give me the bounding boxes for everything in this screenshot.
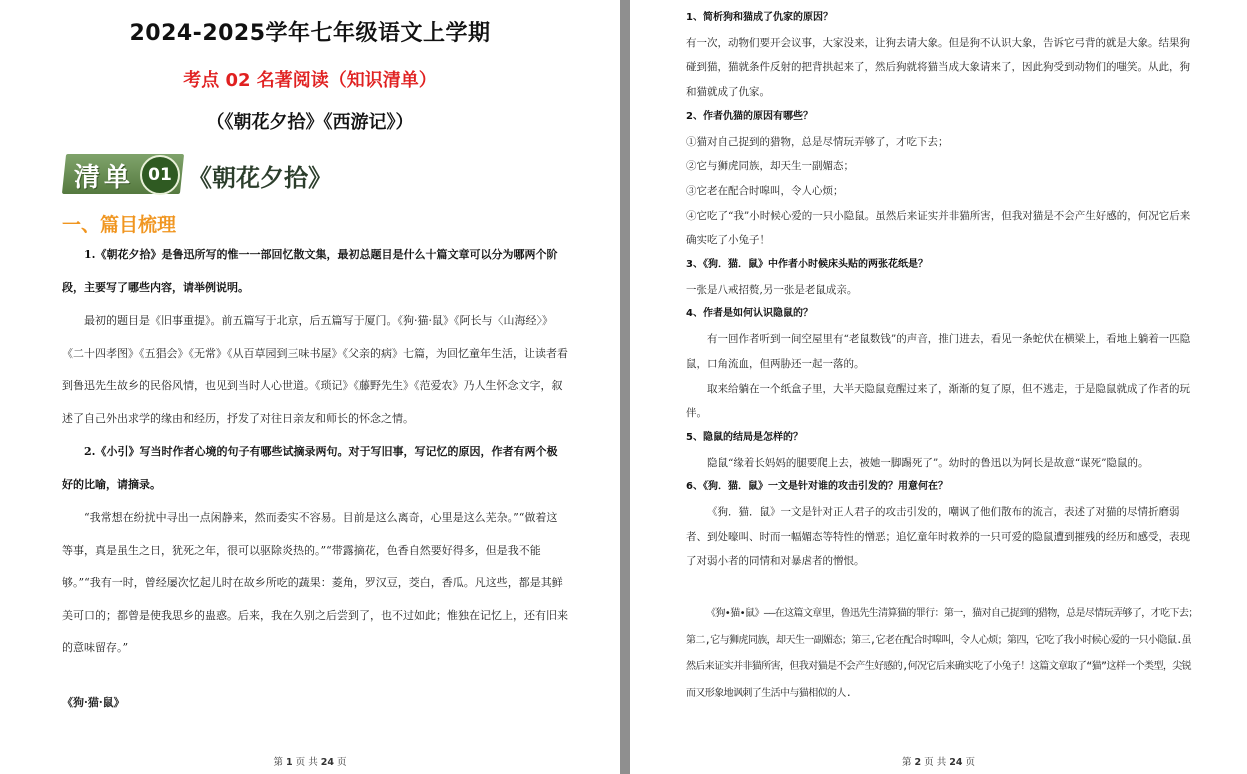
footer-middle: 页 共 xyxy=(295,757,318,768)
banner-number-badge: 01 xyxy=(140,155,180,195)
banner-title: 《朝花夕拾》 xyxy=(188,163,332,192)
summary-paragraph: 《狗•猫•鼠》——在这篇文章里，鲁迅先生清算猫的罪行：第一，猫对自己捉到的猎物，总是尽情玩弄够了，才吃下去；第二,它与狮虎同族，却天生一副媚态；第三,它老在配合时嗥叫，令人心烦；第四，它吃了我小时候心爱的一只小隐鼠.虽然后来证实并非猫所害，但我对猫是不会产生好感的,何况它后来确实吃了小兔子！这篇文章取了“猫”这样一个类型，尖锐而又形象地讽刺了生活中与猫相似的人. xyxy=(686,608,1198,699)
question-1: 1.《朝花夕拾》是鲁迅所写的惟一一部回忆散文集，最初总题目是什么十篇文章可以分为哪两个阶段，主要写了哪些内容，请举例说明。 xyxy=(62,248,558,294)
document-page-2 xyxy=(630,0,1247,774)
section-heading: 一、篇目梳理 xyxy=(62,214,177,236)
document-book-list: （《朝花夕拾》《西游记》） xyxy=(206,112,414,133)
answer-p2-6: 《狗．猫．鼠》一文是针对正人君子的攻击引发的，嘲讽了他们散布的流言，表述了对猫的尽情折磨弱者、到处嚎叫、时而一幅媚态等特性的憎恶；追忆童年时救养的一只可爱的隐鼠遭到摧残的经历和感受，表现了对弱小者的同情和对暴虐者的憎恨。 xyxy=(686,506,1190,568)
answer-p2-2-item: ②它与狮虎同族，却天生一副媚态； xyxy=(686,160,854,173)
question-p2-5: 5、隐鼠的结局是怎样的？ xyxy=(686,431,803,443)
answer-p2-5: 隐鼠“缘着长妈妈的腿要爬上去，被她一脚踢死了”。幼时的鲁迅以为阿长是故意“谋死”隐鼠的。 xyxy=(707,456,1149,469)
document-subtitle: 考点 02 名著阅读（知识清单） xyxy=(183,70,437,91)
question-p2-2: 2、作者仇猫的原因有哪些？ xyxy=(686,110,813,122)
subsection-label: 《狗·猫·鼠》 xyxy=(62,696,125,709)
footer-suffix: 页 xyxy=(965,757,976,768)
footer-suffix: 页 xyxy=(337,757,347,768)
answer-p2-2-item: ③它老在配合时嗥叫，令人心烦； xyxy=(686,184,844,197)
answer-1: 最初的题目是《旧事重提》。前五篇写于北京，后五篇写于厦门。《狗·猫·鼠》《阿长与〈山海经〉》《二十四孝图》《五猖会》《无常》《从百草园到三味书屋》《父亲的病》七篇，为回忆童年生活，让读者看到鲁迅先生故乡的民俗风情，也见到当时人心世道。《琐记》《藤野先生》《范爱农》乃人生怀念文字，叙述了自己外出求学的缘由和经历，抒发了对往日亲友和师长的怀念之情。 xyxy=(62,314,568,425)
question-p2-3: 3、《狗．猫．鼠》中作者小时候床头贴的两张花纸是？ xyxy=(686,259,928,271)
page-2-content xyxy=(686,6,1198,574)
answer-p2-2-item: ④它吃了“我”小时候心爱的一只小隐鼠。虽然后来证实并非猫所害，但我对猫是不会产生好感的，何况它后来确实吃了小兔子！ xyxy=(686,209,1191,247)
page-footer xyxy=(630,754,1247,768)
footer-total-pages: 24 xyxy=(320,757,334,768)
section-banner xyxy=(64,152,332,194)
document-title: 2024-2025学年七年级语文上学期 xyxy=(129,21,491,46)
question-2: 2.《小引》写当时作者心境的句子有哪些试摘录两句。对于写旧事，写记忆的原因，作者有两个极好的比喻，请摘录。 xyxy=(62,445,558,491)
banner-label: 清单 xyxy=(74,163,135,193)
answer-p2-2-item: ①猫对自己捉到的猎物，总是尽情玩弄够了，才吃下去； xyxy=(686,135,949,148)
answer-p2-4a: 有一回作者听到一间空屋里有“老鼠数钱”的声音，推门进去，看见一条蛇伏在横梁上，看地上躺着一匹隐鼠，口角流血，但两胁还一起一落的。 xyxy=(686,333,1191,370)
answer-p2-1: 有一次，动物们要开会议事，大家没来，让狗去请大象。但是狗不认识大象，告诉它弓背的就是大象。结果狗碰到猫，猫就条件反射的把背拱起来了，然后狗就将猫当成大象请来了，因此狗受到动物们的嗤笑。从此，狗和猫就成了仇家。 xyxy=(686,36,1190,99)
footer-middle: 页 共 xyxy=(924,757,947,768)
footer-page-number: 1 xyxy=(286,757,293,768)
answer-p2-4b: 取来给躺在一个纸盒子里，大半天隐鼠竟醒过来了，渐渐的复了原，但不逃走，于是隐鼠就成了作者的玩伴。 xyxy=(686,382,1190,420)
question-p2-4: 4、作者是如何认识隐鼠的？ xyxy=(686,308,813,320)
question-p2-1: 1、简析狗和猫成了仇家的原因？ xyxy=(686,12,833,23)
footer-total-pages: 24 xyxy=(949,757,963,768)
question-p2-6: 6、《狗．猫．鼠》一文是针对谁的攻击引发的？用意何在？ xyxy=(686,481,948,493)
footer-prefix: 第 xyxy=(901,757,912,768)
document-page-1 xyxy=(0,0,620,774)
answer-p2-3: 一张是八戒招赘,另一张是老鼠成亲。 xyxy=(686,283,858,296)
footer-prefix: 第 xyxy=(273,757,283,768)
footer-page-number: 2 xyxy=(914,757,922,768)
answer-2: “我常想在纷扰中寻出一点闲静来，然而委实不容易。目前是这么离奇，心里是这么芜杂。”“做着这等事，真是虽生之日，犹死之年，很可以驱除炎热的。”“带露摘花，色香自然要好得多，但是我不能够。”“我有一时，曾经屡次忆起儿时在故乡所吃的蔬果：菱角，罗汉豆，茭白，香瓜。凡这些，都是其鲜美可口的；都曾是使我思乡的蛊惑。后来，我在久别之后尝到了，也不过如此；惟独在记忆上，还有旧来的意味留存。” xyxy=(62,511,568,654)
page-footer xyxy=(0,754,620,768)
